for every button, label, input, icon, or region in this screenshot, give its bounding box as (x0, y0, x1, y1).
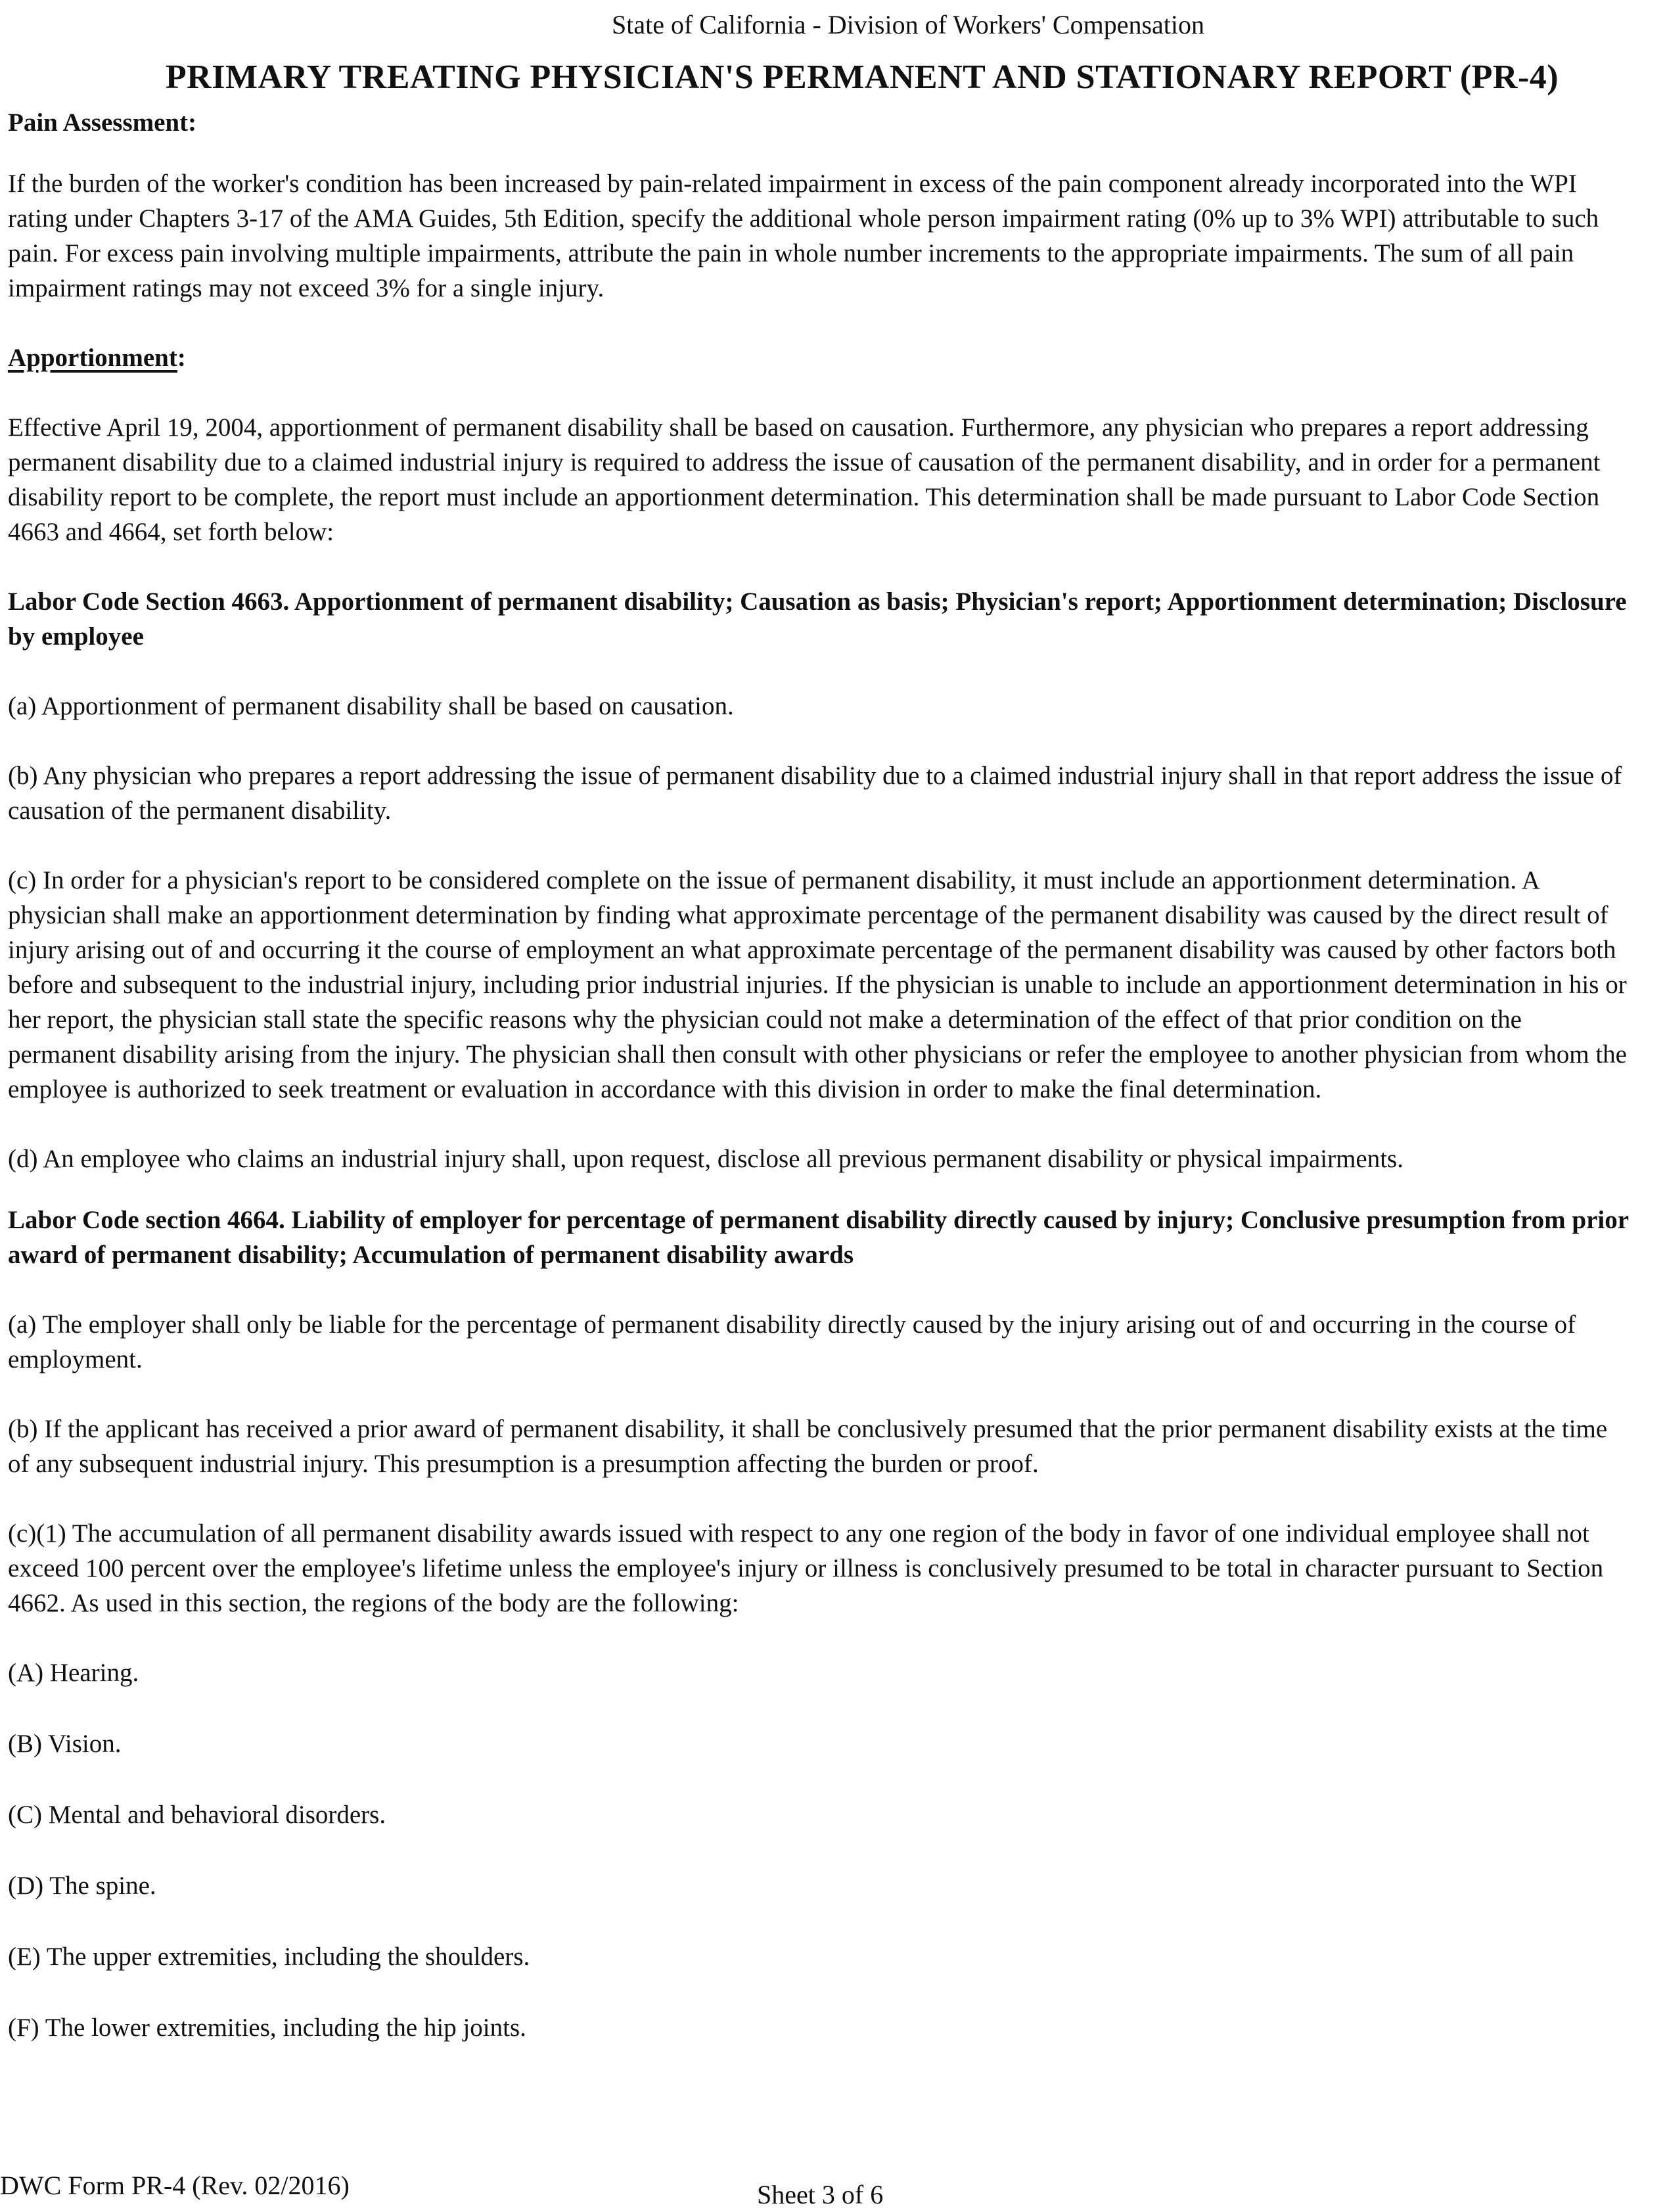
section-4664-item-b: (b) If the applicant has received a prior award of permanent disability, it shall be conclusively presumed that the prior permanent disability exists at the time of any subsequent industrial injury. This presumption is a presumption affecting the burden or proof. (8, 1415, 1608, 1478)
apportionment-heading-colon: : (177, 344, 186, 372)
section-4664-item-c1: (c)(1) The accumulation of all permanent disability awards issued with respect to any one region of the body in favor of one individual employee shall not exceed 100 percent over the employee's lifetime unless the employee's injury or illness is conclusively presumed to be total in character pursuant to Section 4662. As used in this section, the regions of the body are the following: (8, 1519, 1604, 1617)
pain-assessment-heading: Pain Assessment: (8, 108, 197, 137)
agency-header: State of California - Division of Workers' Compensation (612, 10, 1204, 39)
body-region-item: (A) Hearing. (8, 1659, 139, 1687)
body-region-item: (F) The lower extremities, including the hip joints. (8, 2014, 526, 2042)
apportionment-heading-label: Apportionment (8, 344, 177, 372)
body-region-item: (E) The upper extremities, including the shoulders. (8, 1943, 530, 1971)
body-region-item: (C) Mental and behavioral disorders. (8, 1801, 386, 1829)
pain-assessment-text: If the burden of the worker's condition has been increased by pain-related impairment in excess of the pain component already incorporated into the WPI rating under Chapters 3-17 of the AMA Guides, 5th Edition, specify the additional whole person impairment rating (0% up to 3% WPI) attributable to such pain. For excess pain involving multiple impairments, attribute the pain in whole number increments to the appropriate impairments. The sum of all pain impairment ratings may not exceed 3% for a single injury. (8, 170, 1599, 302)
form-id-footer: DWC Form PR-4 (Rev. 02/2016) (0, 2171, 350, 2200)
body-region-item: (B) Vision. (8, 1730, 122, 1758)
section-4664-item-a: (a) The employer shall only be liable for the percentage of permanent disability directly caused by the injury arising out of and occurring in the course of employment. (8, 1310, 1576, 1373)
section-4663-item-a: (a) Apportionment of permanent disability shall be based on causation. (8, 692, 734, 720)
form-title: PRIMARY TREATING PHYSICIAN'S PERMANENT AND STATIONARY REPORT (PR-4) (165, 58, 1559, 96)
apportionment-heading (8, 340, 1631, 375)
section-4663-item-b: (b) Any physician who prepares a report addressing the issue of permanent disability due to a claimed industrial injury shall in that report address the issue of causation of the permanent disability. (8, 762, 1622, 825)
apportionment-intro: Effective April 19, 2004, apportionment of permanent disability shall be based on causation. Furthermore, any physician who prepares a report addressing permanent disability due to a claimed industrial injury is required to address the issue of causation of the permanent disability, and in order for a permanent disability report to be complete, the report must include an apportionment determination. This determination shall be made pursuant to Labor Code Section 4663 and 4664, set forth below: (8, 413, 1601, 546)
section-4663-item-d: (d) An employee who claims an industrial injury shall, upon request, disclose all previous permanent disability or physical impairments. (8, 1145, 1403, 1173)
body-region-item: (D) The spine. (8, 1872, 156, 1900)
section-4664-heading: Labor Code section 4664. Liability of employer for percentage of permanent disability directly caused by injury; Conclusive presumption from prior award of permanent disability; Accumulation of permanent disability awards (8, 1206, 1629, 1269)
document-body (8, 105, 1631, 2081)
section-4663-item-c: (c) In order for a physician's report to be considered complete on the issue of permanent disability, it must include an apportionment determination. A physician shall make an apportionment determination by finding what approximate percentage of the permanent disability was caused by the direct result of injury arising out of and occurring it the course of employment an what approximate percentage of the permanent disability was caused by other factors both before and subsequent to the industrial injury, including prior industrial injuries. If the physician is unable to include an apportionment determination in his or her report, the physician stall state the specific reasons why the physician could not make a determination of the effect of that prior condition on the permanent disability arising from the injury. The physician shall then consult with other physicians or refer the employee to another physician from whom the employee is authorized to seek treatment or evaluation in accordance with this division in order to make the final determination. (8, 866, 1627, 1103)
sheet-number-footer: Sheet 3 of 6 (757, 2180, 884, 2209)
section-4663-heading: Labor Code Section 4663. Apportionment of permanent disability; Causation as basis; Physician's report; Apportionment determination; Disclosure by employee (8, 588, 1627, 651)
